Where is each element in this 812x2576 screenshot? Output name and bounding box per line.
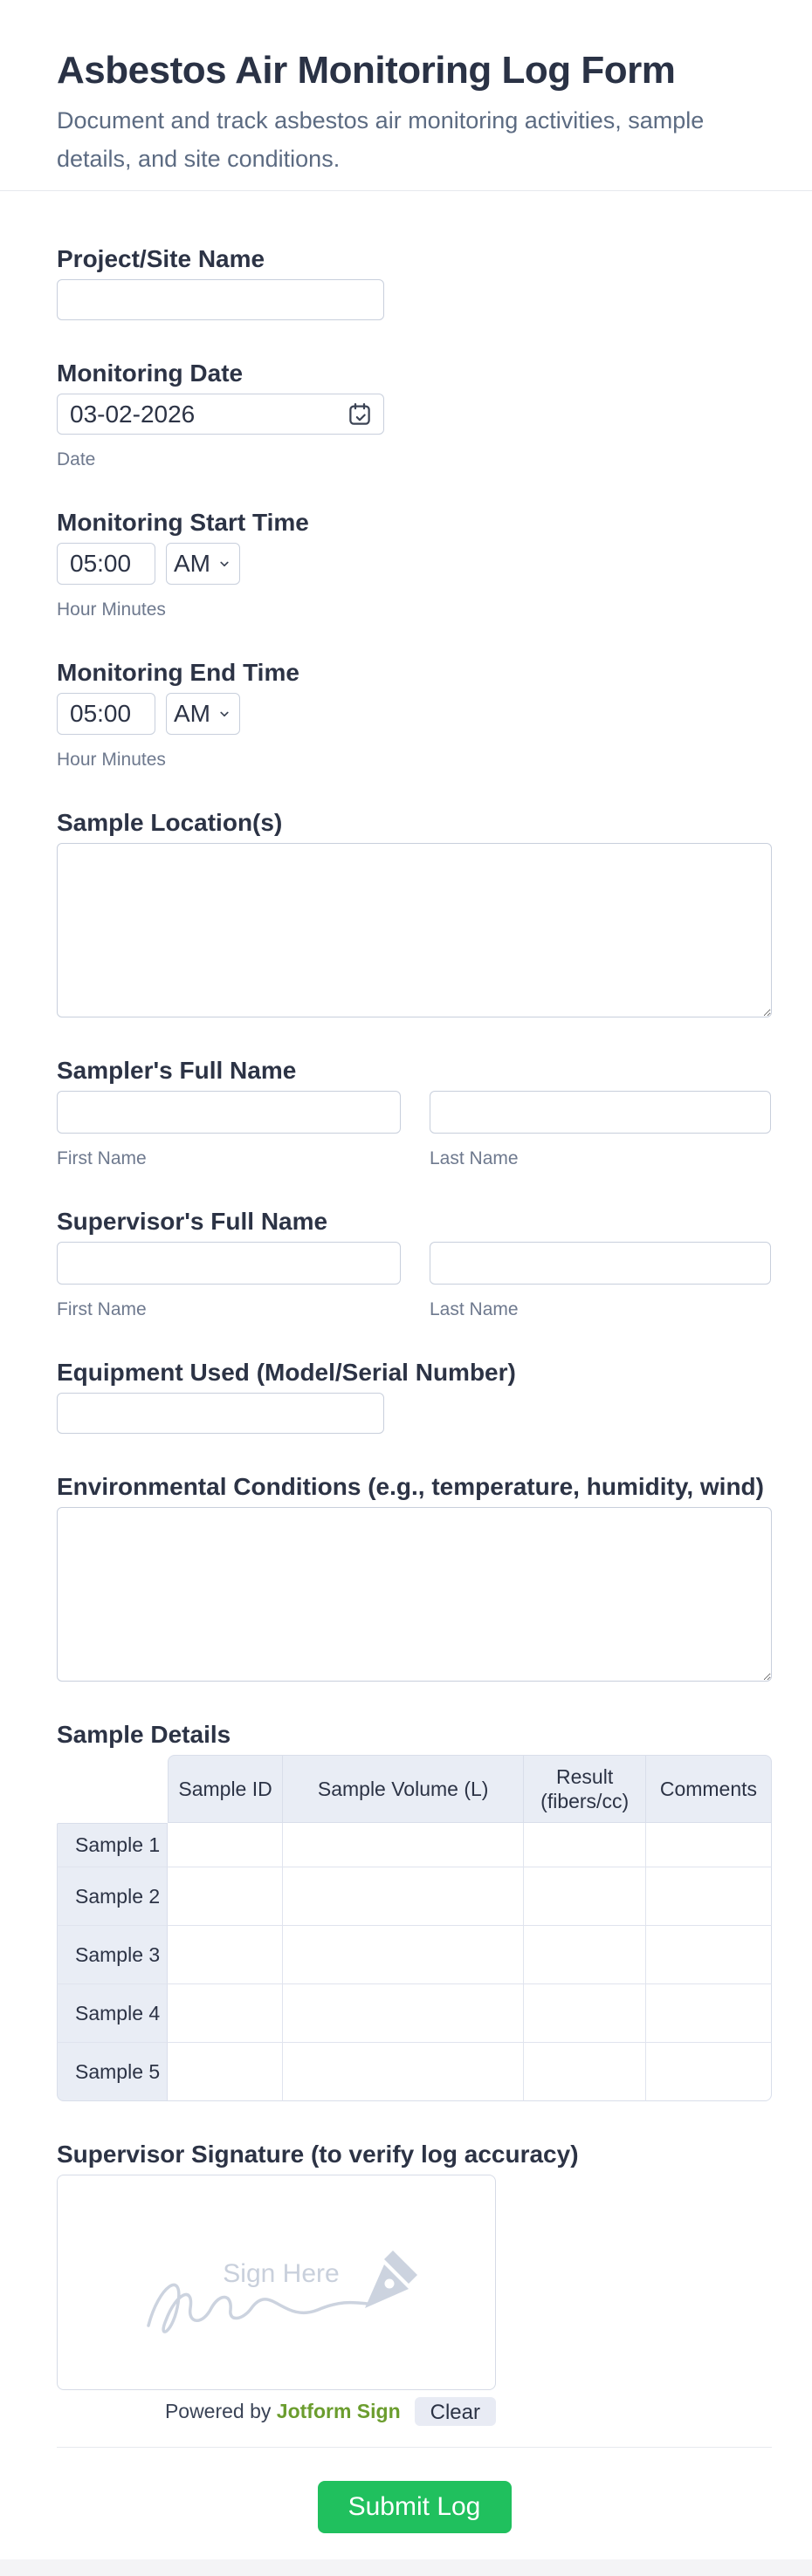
monitoring-date-label: Monitoring Date <box>57 360 244 387</box>
monitoring-date-input[interactable] <box>57 394 384 435</box>
table-row <box>57 1867 772 1926</box>
cell-sample2-id[interactable] <box>168 1867 283 1926</box>
question-signature <box>57 2141 772 2426</box>
supervisor-first-name-sublabel: First Name <box>57 1299 147 1319</box>
column-header-result: Result (fibers/cc) <box>524 1755 645 1823</box>
question-sampler-name <box>57 1058 772 1168</box>
cell-sample4-comments[interactable] <box>646 1984 772 2043</box>
start-time-label: Monitoring Start Time <box>57 509 309 536</box>
supervisor-first-name-input[interactable] <box>57 1242 401 1285</box>
start-time-row <box>57 543 772 585</box>
sample-locations-label: Sample Location(s) <box>57 809 283 836</box>
sampler-last-name-sublabel: Last Name <box>430 1148 519 1168</box>
end-time-meridiem-select[interactable] <box>166 693 240 735</box>
cell-sample3-volume[interactable] <box>283 1926 524 1984</box>
sampler-last-name-input[interactable] <box>430 1091 771 1134</box>
environmental-conditions-textarea[interactable] <box>57 1507 772 1682</box>
jotform-sign-brand: Jotform Sign <box>276 2400 401 2422</box>
form-header <box>0 0 812 178</box>
pen-nib-icon <box>365 2251 417 2308</box>
cell-sample4-volume[interactable] <box>283 1984 524 2043</box>
supervisor-name-label: Supervisor's Full Name <box>57 1208 328 1235</box>
sample-details-table <box>57 1755 772 2101</box>
equipment-input[interactable] <box>57 1393 384 1434</box>
question-supervisor-name <box>57 1209 772 1319</box>
supervisor-last-name-sublabel: Last Name <box>430 1299 519 1319</box>
question-environmental-conditions <box>57 1474 772 1682</box>
cell-sample3-comments[interactable] <box>646 1926 772 1984</box>
question-sample-locations <box>57 810 772 1017</box>
powered-by <box>165 2400 401 2423</box>
cell-sample1-id[interactable] <box>168 1823 283 1867</box>
column-header-sample-volume: Sample Volume (L) <box>283 1755 524 1823</box>
cell-sample1-result[interactable] <box>524 1823 645 1867</box>
cell-sample3-id[interactable] <box>168 1926 283 1984</box>
end-time-meridiem-value: AM <box>174 700 210 727</box>
start-time-meridiem-value: AM <box>174 550 210 577</box>
sampler-first-name-input[interactable] <box>57 1091 401 1134</box>
footer-divider <box>57 2447 772 2448</box>
start-time-sublabel: Hour Minutes <box>57 599 166 620</box>
cell-sample4-result[interactable] <box>524 1984 645 2043</box>
supervisor-name-row <box>57 1242 772 1319</box>
start-time-meridiem-select[interactable] <box>166 543 240 585</box>
question-start-time <box>57 510 772 620</box>
page-title: Asbestos Air Monitoring Log Form <box>57 49 676 92</box>
cell-sample5-comments[interactable] <box>646 2043 772 2101</box>
signature-label: Supervisor Signature (to verify log accuracy) <box>57 2141 579 2168</box>
row-header-sample-3: Sample 3 <box>57 1926 168 1984</box>
table-row <box>57 1984 772 2043</box>
calendar-icon[interactable] <box>347 401 373 428</box>
signature-squiggle <box>148 2285 368 2332</box>
question-project-site-name <box>57 246 772 320</box>
cell-sample5-result[interactable] <box>524 2043 645 2101</box>
sampler-last-name-col <box>430 1091 771 1168</box>
end-time-sublabel: Hour Minutes <box>57 750 166 770</box>
sign-here-placeholder <box>58 2175 496 2390</box>
chevron-down-icon <box>217 556 232 572</box>
cell-sample1-comments[interactable] <box>646 1823 772 1867</box>
sampler-first-name-col <box>57 1091 401 1168</box>
cell-sample2-result[interactable] <box>524 1867 645 1926</box>
cell-sample2-comments[interactable] <box>646 1867 772 1926</box>
table-row <box>57 1926 772 1984</box>
supervisor-last-name-input[interactable] <box>430 1242 771 1285</box>
row-header-sample-1: Sample 1 <box>57 1823 168 1867</box>
signature-pad[interactable] <box>57 2175 496 2390</box>
clear-signature-button[interactable]: Clear <box>415 2397 496 2426</box>
supervisor-first-name-col <box>57 1242 401 1319</box>
sampler-name-row <box>57 1091 772 1168</box>
supervisor-last-name-col <box>430 1242 771 1319</box>
table-row <box>57 2043 772 2101</box>
cell-sample1-volume[interactable] <box>283 1823 524 1867</box>
project-site-name-label: Project/Site Name <box>57 245 265 272</box>
environmental-conditions-label: Environmental Conditions (e.g., temperature, humidity, wind) <box>57 1473 764 1500</box>
row-header-sample-2: Sample 2 <box>57 1867 168 1926</box>
start-time-input[interactable] <box>57 543 155 585</box>
end-time-input[interactable] <box>57 693 155 735</box>
table-header-row <box>57 1755 772 1823</box>
powered-by-text: Powered by <box>164 2400 272 2422</box>
equipment-label: Equipment Used (Model/Serial Number) <box>57 1359 516 1386</box>
end-time-row <box>57 693 772 735</box>
table-row <box>57 1823 772 1867</box>
question-monitoring-date <box>57 360 772 469</box>
submit-button[interactable]: Submit Log <box>318 2481 512 2533</box>
question-equipment <box>57 1360 772 1434</box>
signature-footer <box>57 2397 496 2426</box>
sampler-name-label: Sampler's Full Name <box>57 1057 297 1084</box>
cell-sample4-id[interactable] <box>168 1984 283 2043</box>
sample-locations-textarea[interactable] <box>57 843 772 1017</box>
project-site-name-input[interactable] <box>57 279 384 320</box>
cell-sample5-id[interactable] <box>168 2043 283 2101</box>
column-header-comments: Comments <box>646 1755 772 1823</box>
row-header-sample-4: Sample 4 <box>57 1984 168 2043</box>
column-header-sample-id: Sample ID <box>168 1755 283 1823</box>
table-corner-cell <box>57 1755 168 1823</box>
question-end-time <box>57 660 772 770</box>
end-time-label: Monitoring End Time <box>57 659 299 686</box>
cell-sample3-result[interactable] <box>524 1926 645 1984</box>
page-background-strip <box>0 2559 812 2576</box>
sample-details-label: Sample Details <box>57 1721 231 1748</box>
date-sublabel: Date <box>57 449 96 469</box>
date-field <box>57 394 384 435</box>
sign-here-text: Sign Here <box>223 2259 340 2288</box>
form-body <box>0 191 812 2533</box>
submit-row <box>57 2481 772 2533</box>
question-sample-details <box>57 1722 772 2101</box>
cell-sample5-volume[interactable] <box>283 2043 524 2101</box>
cell-sample2-volume[interactable] <box>283 1867 524 1926</box>
chevron-down-icon <box>217 706 232 722</box>
page-subtitle: Document and track asbestos air monitoring activities, sample details, and site conditions. <box>57 107 705 172</box>
sampler-first-name-sublabel: First Name <box>57 1148 147 1168</box>
row-header-sample-5: Sample 5 <box>57 2043 168 2101</box>
